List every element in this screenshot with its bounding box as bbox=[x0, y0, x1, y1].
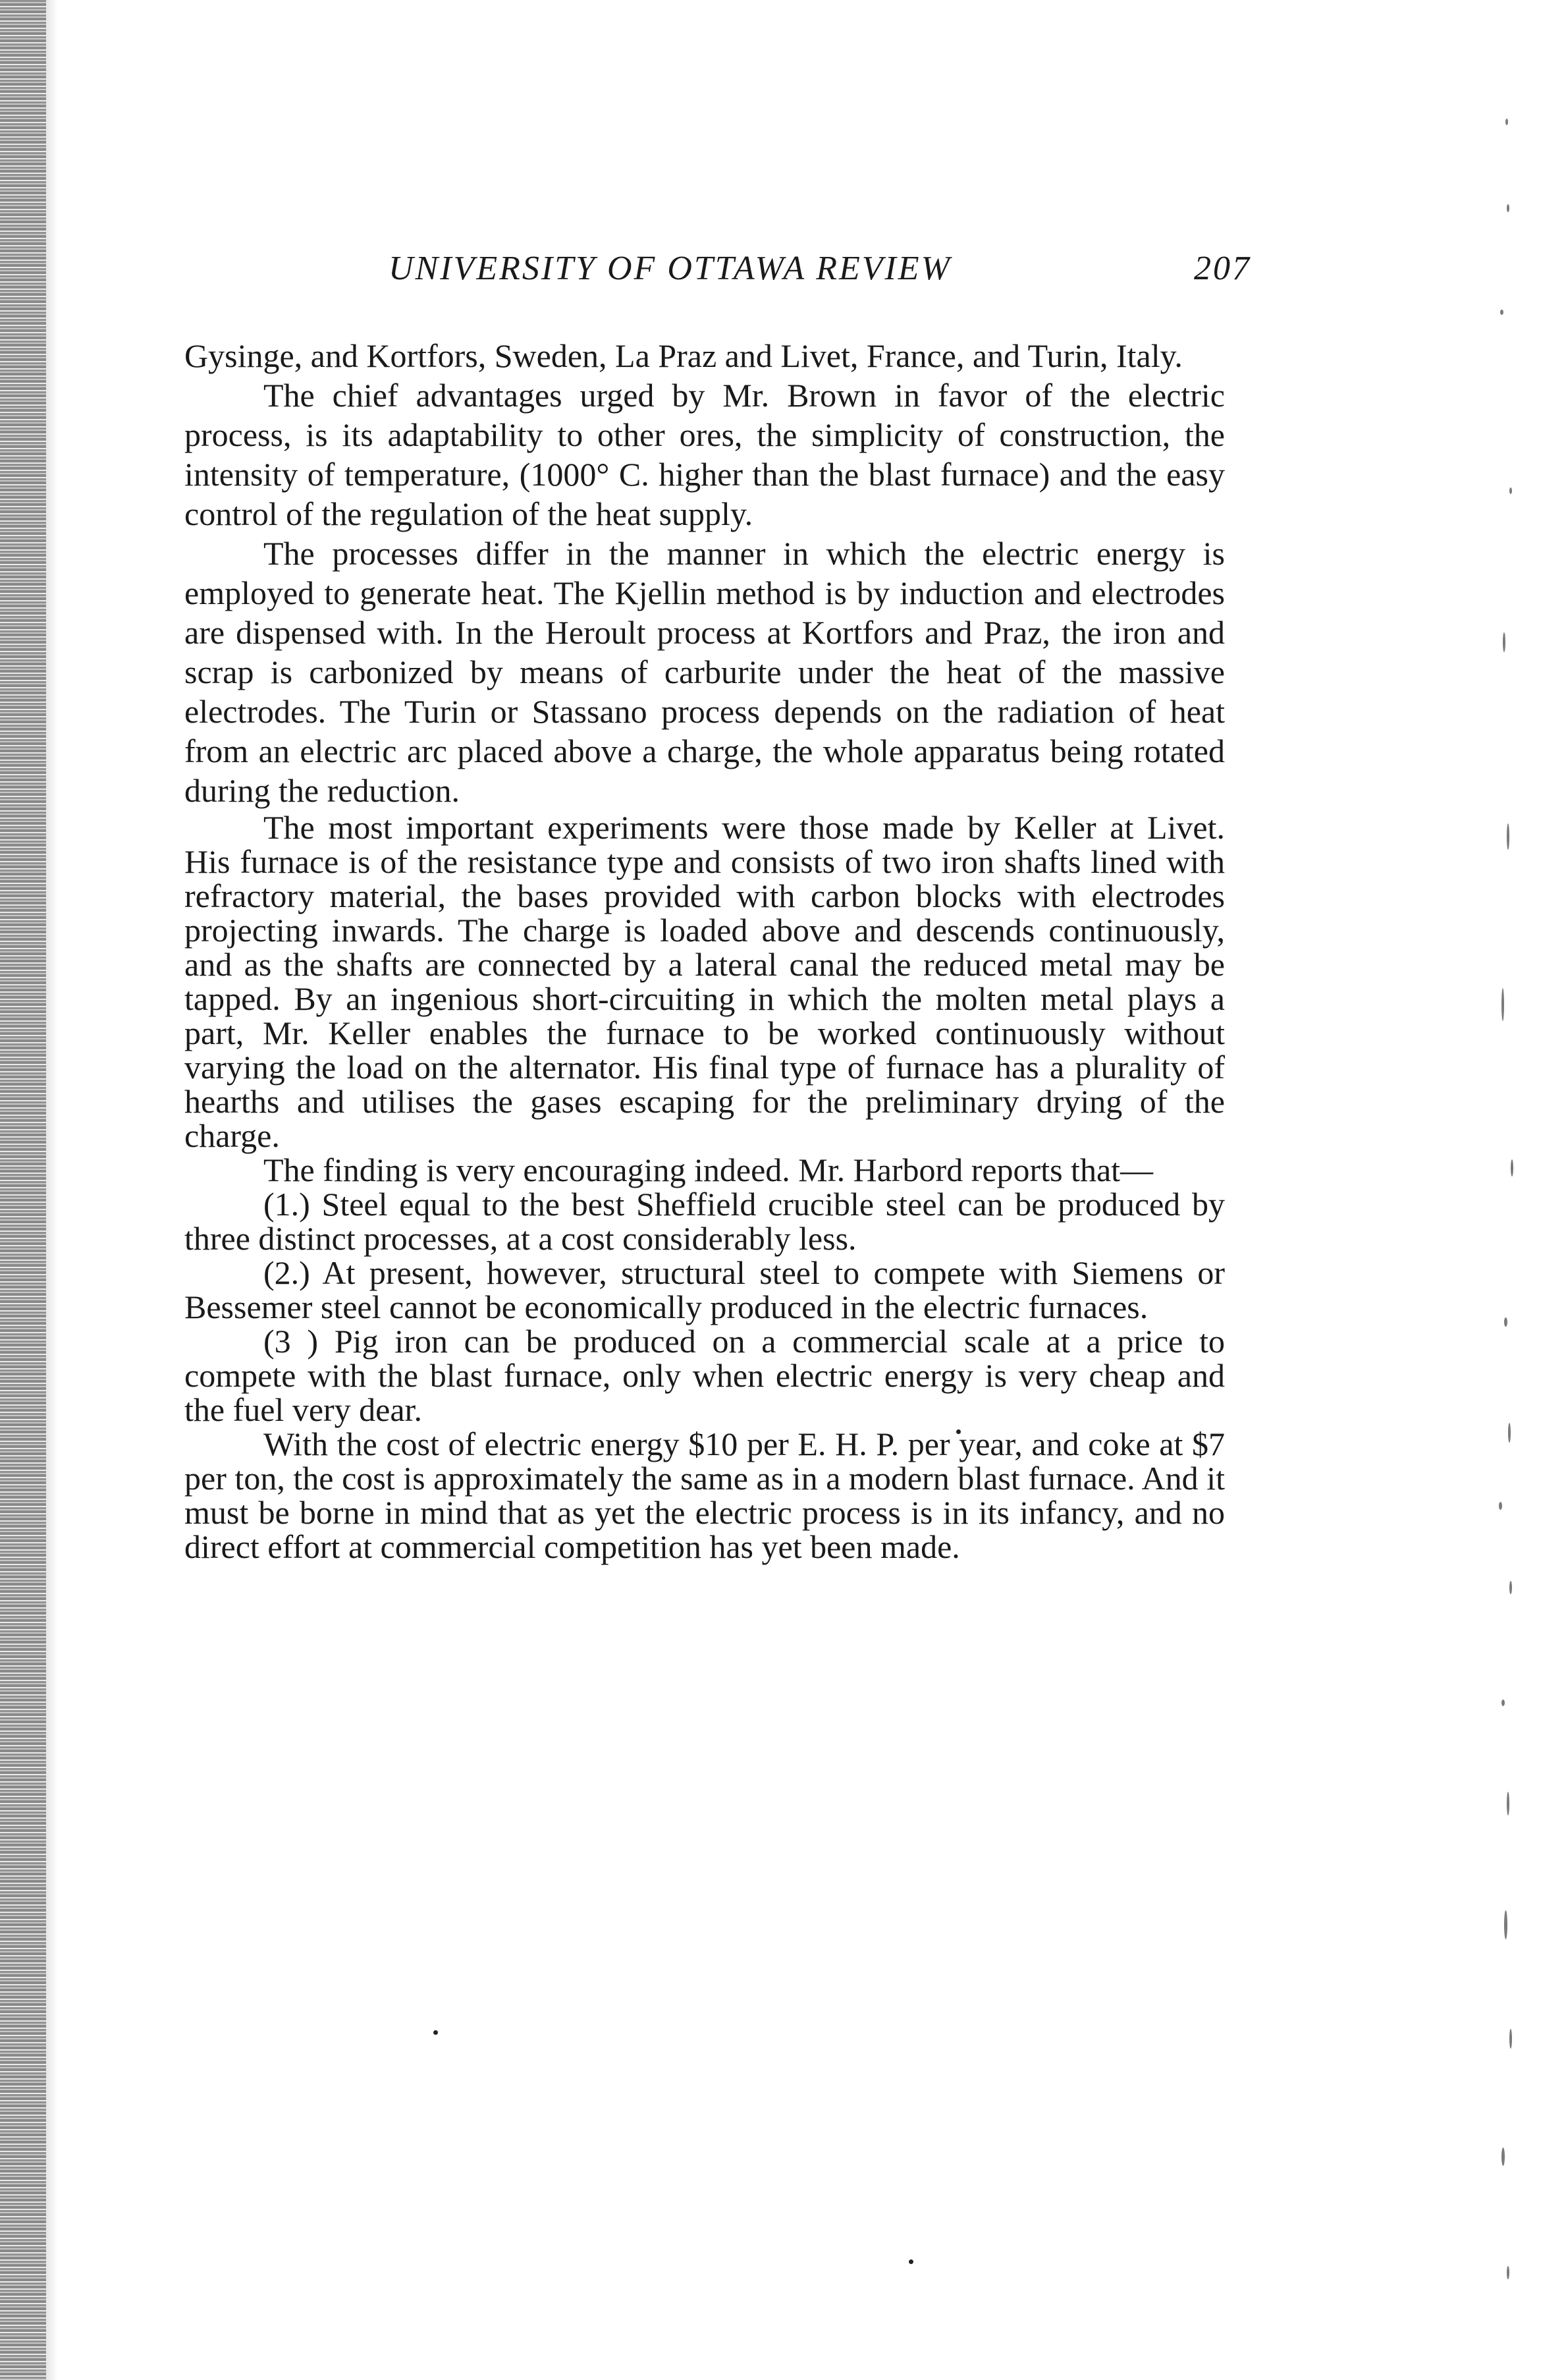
paragraph-processes: The processes differ in the manner in which the electric energy is employed to generate heat. The Kjellin method is by induction and electrodes are dispensed with. In the Heroult process at Kortfors and Praz, the iron and scrap is carbonized by means of carburite under the heat of the massive electrodes. The Turin or Stassano process depends on the radiation of heat from an electric arc placed above a charge, the whole apparatus being rotated during the reduction. bbox=[184, 535, 1225, 809]
stray-mark bbox=[909, 2259, 913, 2264]
list-item-3: (3 ) Pig iron can be produced on a commercial scale at a price to compete with the blast furnace, only when electric energy is very cheap and the fuel very dear. bbox=[184, 1323, 1225, 1428]
paragraph-finding: The finding is very encouraging indeed. Mr. Harbord reports that— bbox=[263, 1151, 1154, 1188]
binding-edge bbox=[0, 0, 46, 2380]
paragraph-cost: With the cost of electric energy $10 per E. H. P. per year, and coke at $7 per ton, the cost is approximately the same as in a modern blast furnace. And it must be borne in mind that as yet the electric process is in its infancy, and no direct effort at commercial competition has yet been made. bbox=[184, 1425, 1225, 1565]
stray-mark bbox=[433, 2030, 438, 2035]
paragraph-advantages: The chief advantages urged by Mr. Brown in favor of the electric process, is its adaptability to other ores, the simplicity of construction, the intensity of temperature, (1000° C. higher than the blast furnace) and the easy control of the regulation of the heat supply. bbox=[184, 377, 1225, 532]
paragraph-continuation: Gysinge, and Kortfors, Sweden, La Praz and Livet, France, and Turin, Italy. bbox=[184, 337, 1183, 374]
list-item-1: (1.) Steel equal to the best Sheffield crucible steel can be produced by three distinct processes, at a cost considerably less. bbox=[184, 1186, 1225, 1257]
list-item-2: (2.) At present, however, structural steel to compete with Siemens or Bessemer steel cannot be economically produced in the electric furnaces. bbox=[184, 1254, 1225, 1325]
margin-speckles bbox=[1487, 0, 1566, 2380]
journal-title: UNIVERSITY OF OTTAWA REVIEW bbox=[389, 250, 952, 287]
paragraph-keller: The most important experiments were those made by Keller at Livet. His furnace is of the resistance type and consists of two iron shafts lined with refractory material, the bases provided with carbon blocks with electrodes projecting inwards. The charge is loaded above and descends continuously, and as the shafts are connected by a lateral canal the reduced metal may be tapped. By an ingenious short-circuiting in which the molten metal plays a part, Mr. Keller enables the furnace to be worked continuously without varying the load on the alternator. His final type of furnace has a plurality of hearths and utilises the gases escaping for the preliminary drying of the charge. bbox=[184, 809, 1225, 1154]
page-number: 207 bbox=[1194, 250, 1251, 287]
body-text bbox=[184, 336, 1225, 1564]
running-head bbox=[342, 249, 1251, 295]
